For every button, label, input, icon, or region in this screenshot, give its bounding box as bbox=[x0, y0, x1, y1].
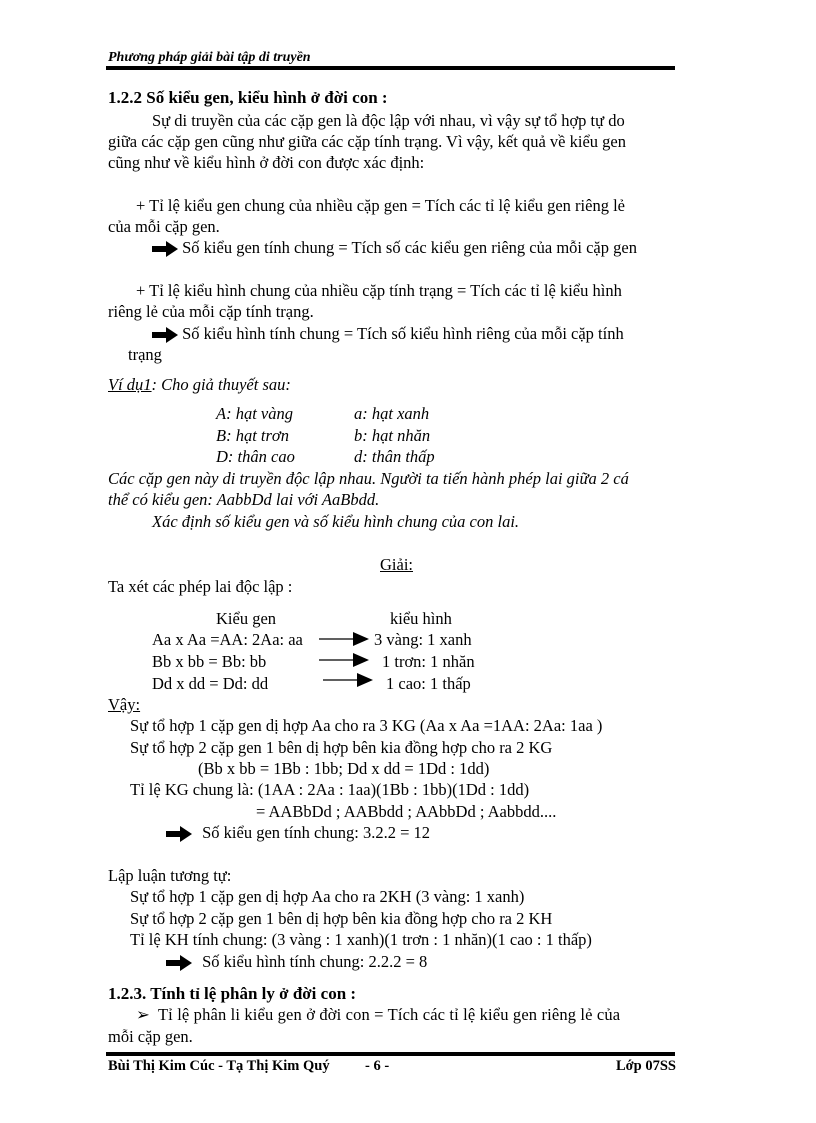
allele-recessive-3: d: thân thấp bbox=[354, 447, 435, 466]
kg-line-3: (Bb x bb = 1Bb : 1bb; Dd x dd = 1Dd : 1dd) bbox=[198, 759, 490, 778]
long-arrow-icon bbox=[319, 632, 369, 646]
bullet-arrow-icon: ➢ bbox=[136, 1005, 150, 1024]
cross-genotype-3: Dd x dd = Dd: dd bbox=[152, 674, 269, 693]
cross-phenotype-1: 3 vàng: 1 xanh bbox=[374, 630, 472, 649]
solution-title: Giải: bbox=[380, 555, 413, 574]
kh-line-1: Sự tổ hợp 1 cặp gen dị hợp Aa cho ra 2KH (3 vàng: 1 xanh) bbox=[130, 887, 525, 906]
rule1-line-2: của mỗi cặp gen. bbox=[108, 217, 220, 236]
page-header-title: Phương pháp giải bài tập di truyền bbox=[108, 50, 311, 65]
cross-genotype-2: Bb x bb = Bb: bb bbox=[152, 652, 267, 671]
header-rule bbox=[106, 66, 675, 70]
kg-line-4: Tỉ lệ KG chung là: (1AA : 2Aa : 1aa)(1Bb : 1bb)(1Dd : 1dd) bbox=[130, 780, 530, 799]
right-arrow-icon bbox=[166, 826, 192, 842]
allele-recessive-1: a: hạt xanh bbox=[354, 404, 430, 423]
section2-line-1 bbox=[136, 1005, 620, 1025]
long-arrow-icon bbox=[319, 653, 369, 667]
rule2-line-1: + Tỉ lệ kiểu hình chung của nhiều cặp tính trạng = Tích các tỉ lệ kiểu hình bbox=[136, 281, 622, 300]
kg-line-5: = AABbDd ; AABbdd ; AAbbDd ; Aabbdd.... bbox=[256, 802, 557, 821]
section2-title: 1.2.3. Tính tỉ lệ phân ly ở đời con : bbox=[108, 984, 357, 1003]
rule1-result-text: Số kiểu gen tính chung = Tích số các kiểu gen riêng của mỗi cặp gen bbox=[182, 238, 637, 257]
cross-phenotype-3: 1 cao: 1 thấp bbox=[386, 674, 471, 693]
section2-text-1: Tỉ lệ phân li kiểu gen ở đời con = Tích các tỉ lệ kiểu gen riêng lẻ của bbox=[157, 1005, 621, 1024]
footer-class: Lớp 07SS bbox=[615, 1058, 676, 1074]
kh-lead: Lập luận tương tự: bbox=[108, 866, 232, 885]
intro-line-3: cũng như về kiểu hình ở đời con được xác định: bbox=[108, 153, 425, 172]
example-heading bbox=[108, 375, 291, 395]
kg-line-2: Sự tổ hợp 2 cặp gen 1 bên dị hợp bên kia đồng hợp cho ra 2 KG bbox=[130, 738, 553, 757]
allele-recessive-2: b: hạt nhăn bbox=[354, 426, 431, 445]
kh-result bbox=[166, 952, 427, 972]
footer-rule bbox=[106, 1052, 675, 1056]
kh-line-3: Tỉ lệ KH tính chung: (3 vàng : 1 xanh)(1 trơn : 1 nhăn)(1 cao : 1 thấp) bbox=[130, 930, 592, 949]
page-footer bbox=[108, 1058, 676, 1075]
right-arrow-icon bbox=[152, 241, 178, 257]
rule2-line-2: riêng lẻ của mỗi cặp tính trạng. bbox=[108, 302, 314, 321]
col-phenotype-header: kiểu hình bbox=[390, 609, 452, 628]
kg-result-text: Số kiểu gen tính chung: 3.2.2 = 12 bbox=[202, 823, 431, 842]
example-statement-2: thể có kiểu gen: AabbDd lai với AaBbdd. bbox=[108, 490, 380, 509]
long-arrow-icon bbox=[323, 673, 373, 687]
cross-phenotype-2: 1 trơn: 1 nhăn bbox=[382, 652, 475, 671]
kh-line-2: Sự tổ hợp 2 cặp gen 1 bên dị hợp bên kia đồng hợp cho ra 2 KH bbox=[130, 909, 553, 928]
example-lead: : Cho giả thuyết sau: bbox=[151, 375, 291, 394]
footer-page-number: - 6 - bbox=[365, 1058, 390, 1074]
kg-line-1: Sự tổ hợp 1 cặp gen dị hợp Aa cho ra 3 KG (Aa x Aa =1AA: 2Aa: 1aa ) bbox=[130, 716, 603, 735]
example-label: Ví dụ1 bbox=[108, 375, 152, 394]
cross-genotype-1: Aa x Aa =AA: 2Aa: aa bbox=[152, 630, 303, 649]
col-genotype-header: Kiểu gen bbox=[216, 609, 277, 628]
rule2-result-cont: trạng bbox=[128, 345, 162, 364]
conclusion-label: Vậy: bbox=[108, 695, 141, 714]
rule1-line-1: + Tỉ lệ kiểu gen chung của nhiều cặp gen = Tích các tỉ lệ kiểu gen riêng lẻ bbox=[136, 196, 625, 215]
allele-dominant-2: B: hạt trơn bbox=[216, 426, 289, 445]
example-statement-1: Các cặp gen này di truyền độc lập nhau. Người ta tiến hành phép lai giữa 2 cá bbox=[108, 469, 629, 488]
allele-dominant-3: D: thân cao bbox=[216, 447, 295, 466]
allele-dominant-1: A: hạt vàng bbox=[216, 404, 293, 423]
rule2-result bbox=[152, 324, 624, 344]
section-title: 1.2.2 Số kiểu gen, kiểu hình ở đời con : bbox=[108, 88, 388, 107]
kh-result-text: Số kiểu hình tính chung: 2.2.2 = 8 bbox=[202, 952, 428, 971]
solution-lead: Ta xét các phép lai độc lập : bbox=[108, 577, 293, 596]
rule2-result-text: Số kiểu hình tính chung = Tích số kiểu hình riêng của mỗi cặp tính bbox=[182, 324, 624, 343]
kg-result bbox=[166, 823, 430, 843]
intro-line-2: giữa các cặp gen cũng như giữa các cặp tính trạng. Vì vậy, kết quả về kiểu gen bbox=[108, 132, 626, 151]
footer-authors: Bùi Thị Kim Cúc - Tạ Thị Kim Quý bbox=[108, 1058, 330, 1074]
section2-line-2: mỗi cặp gen. bbox=[108, 1027, 193, 1046]
rule1-result bbox=[152, 238, 637, 258]
right-arrow-icon bbox=[152, 327, 178, 343]
intro-line-1: Sự di truyền của các cặp gen là độc lập với nhau, vì vậy sự tổ hợp tự do bbox=[152, 111, 625, 130]
right-arrow-icon bbox=[166, 955, 192, 971]
example-question: Xác định số kiểu gen và số kiểu hình chung của con lai. bbox=[152, 512, 520, 531]
